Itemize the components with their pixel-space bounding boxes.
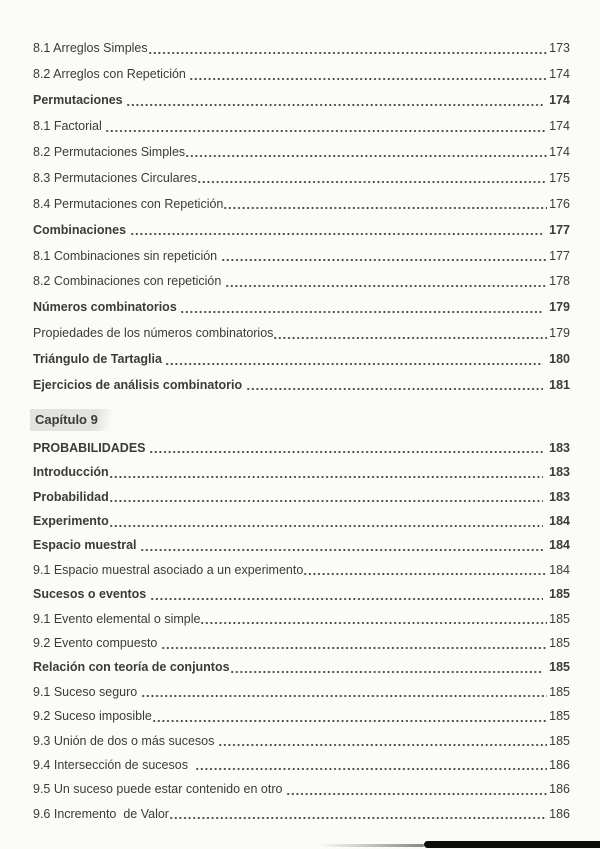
toc-entry-page: 183 <box>549 489 570 504</box>
toc-entry-label: Introducción <box>33 465 109 480</box>
toc-dot-leader <box>274 336 547 340</box>
toc-entry-label: 9.5 Un suceso puede estar contenido en otro <box>33 782 286 797</box>
toc-dot-leader <box>201 621 547 625</box>
toc-dot-leader <box>110 499 543 503</box>
toc-dot-leader <box>219 743 547 747</box>
toc-entry-label: 9.2 Suceso imposible <box>33 709 152 724</box>
toc-entry <box>33 657 570 681</box>
toc-dot-leader <box>153 719 547 723</box>
toc-entry-page: 174 <box>549 67 570 82</box>
toc-entry-label: 9.1 Suceso seguro <box>33 684 141 699</box>
toc-entry-label: 8.1 Combinaciones sin repetición <box>33 248 221 263</box>
toc-entry-label: 8.1 Arreglos Simples <box>33 41 148 56</box>
toc-dot-leader <box>181 310 543 314</box>
toc-entry <box>33 88 570 114</box>
toc-entry <box>33 165 570 191</box>
toc-entry-label: 9.4 Intersección de sucesos <box>33 757 195 772</box>
toc-dot-leader <box>151 597 543 601</box>
toc-dot-leader <box>231 670 544 674</box>
toc-entry <box>33 778 570 802</box>
toc-entry <box>33 191 570 217</box>
toc-entry-page: 185 <box>549 684 570 699</box>
toc-entry-page: 178 <box>549 274 570 289</box>
toc-entry <box>33 559 570 583</box>
toc-dot-leader <box>150 450 543 454</box>
toc-entry-page: 184 <box>549 538 570 553</box>
toc-entry-page: 180 <box>549 352 570 367</box>
toc-entry <box>33 535 570 559</box>
scan-artifact-bar <box>424 841 600 848</box>
toc-entry-label: 9.2 Evento compuesto <box>33 636 161 651</box>
toc-list-chapter8 <box>33 36 570 398</box>
toc-entry-label: Números combinatorios <box>33 300 181 315</box>
toc-list-chapter9 <box>33 437 570 827</box>
toc-entry-label: Sucesos o eventos <box>33 587 150 602</box>
toc-dot-leader <box>106 129 547 133</box>
toc-entry-label: Propiedades de los números combinatorios <box>33 326 274 341</box>
toc-entry <box>33 243 570 269</box>
toc-dot-leader <box>304 572 547 576</box>
toc-entry-page: 185 <box>549 660 570 675</box>
toc-dot-leader <box>247 387 544 391</box>
toc-dot-leader <box>149 51 548 55</box>
toc-entry-page: 185 <box>549 709 570 724</box>
toc-dot-leader <box>170 816 547 820</box>
toc-entry <box>33 269 570 295</box>
toc-dot-leader <box>141 548 543 552</box>
toc-entry-label: 9.3 Unión de dos o más sucesos <box>33 733 218 748</box>
toc-dot-leader <box>127 103 543 107</box>
toc-entry-label: Espacio muestral <box>33 538 140 553</box>
toc-entry-label: Combinaciones <box>33 222 130 237</box>
toc-entry-label: Relación con teoría de conjuntos <box>33 660 230 675</box>
toc-entry-label: 9.1 Evento elemental o simple <box>33 611 201 626</box>
toc-entry <box>33 632 570 656</box>
toc-entry <box>33 583 570 607</box>
toc-dot-leader <box>186 154 547 158</box>
toc-entry-page: 177 <box>549 248 570 263</box>
toc-entry-page: 185 <box>549 587 570 602</box>
toc-dot-leader <box>198 180 547 184</box>
toc-entry-label: PROBABILIDADES <box>33 440 149 455</box>
toc-entry-page: 173 <box>549 41 570 56</box>
toc-entry-label: Permutaciones <box>33 93 127 108</box>
toc-dot-leader <box>110 475 543 479</box>
toc-entry-label: 8.3 Permutaciones Circulares <box>33 170 197 185</box>
toc-entry-label: 8.2 Arreglos con Repetición <box>33 67 190 82</box>
toc-entry-page: 185 <box>549 611 570 626</box>
toc-entry-label: 8.2 Permutaciones Simples <box>33 144 186 159</box>
toc-entry-page: 174 <box>549 144 570 159</box>
toc-entry-label: 9.1 Espacio muestral asociado a un experimento <box>33 562 304 577</box>
toc-entry-label: Ejercicios de análisis combinatorio <box>33 377 246 392</box>
toc-entry-page: 186 <box>549 806 570 821</box>
toc-entry <box>33 114 570 140</box>
toc-entry <box>33 321 570 347</box>
toc-entry-page: 176 <box>549 196 570 211</box>
toc-dot-leader <box>226 284 547 288</box>
toc-entry-page: 183 <box>549 465 570 480</box>
toc-entry <box>33 486 570 510</box>
toc-entry-label: 8.2 Combinaciones con repetición <box>33 274 225 289</box>
toc-entry <box>33 217 570 243</box>
toc-entry <box>33 373 570 399</box>
toc-entry-label: 8.1 Factorial <box>33 119 106 134</box>
toc-entry <box>33 803 570 827</box>
toc-entry-page: 174 <box>549 119 570 134</box>
toc-dot-leader <box>142 694 547 698</box>
toc-entry-page: 184 <box>549 562 570 577</box>
toc-dot-leader <box>166 362 543 366</box>
toc-entry-page: 177 <box>549 222 570 237</box>
toc-entry <box>33 608 570 632</box>
toc-dot-leader <box>162 646 547 650</box>
toc-entry-page: 186 <box>549 757 570 772</box>
scan-artifact-shadow <box>319 844 424 847</box>
toc-entry <box>33 461 570 485</box>
toc-entry <box>33 62 570 88</box>
toc-dot-leader <box>110 524 543 528</box>
toc-entry-label: Triángulo de Tartaglia <box>33 352 166 367</box>
toc-entry-page: 175 <box>549 170 570 185</box>
toc-entry-label: Experimento <box>33 514 109 529</box>
toc-entry <box>33 510 570 534</box>
toc-entry-page: 174 <box>549 93 570 108</box>
toc-entry-label: Probabilidad <box>33 489 109 504</box>
toc-entry-page: 179 <box>549 300 570 315</box>
toc-entry-page: 186 <box>549 782 570 797</box>
toc-dot-leader <box>287 792 547 796</box>
toc-entry <box>33 730 570 754</box>
toc-entry-page: 181 <box>549 377 570 392</box>
toc-entry <box>33 681 570 705</box>
toc-entry <box>33 705 570 729</box>
toc-entry-page: 179 <box>549 326 570 341</box>
toc-entry <box>33 295 570 321</box>
toc-dot-leader <box>196 767 547 771</box>
toc-dot-leader <box>131 232 544 236</box>
toc-entry-page: 185 <box>549 733 570 748</box>
toc-entry-page: 185 <box>549 636 570 651</box>
chapter-heading-label: Capítulo 9 <box>30 409 114 431</box>
toc-entry <box>33 140 570 166</box>
toc-entry <box>33 437 570 461</box>
toc-entry-page: 184 <box>549 514 570 529</box>
toc-entry <box>33 36 570 62</box>
toc-dot-leader <box>224 206 547 210</box>
toc-dot-leader <box>222 258 548 262</box>
toc-entry <box>33 754 570 778</box>
toc-entry-label: 8.4 Permutaciones con Repetición <box>33 196 224 211</box>
chapter-heading <box>30 409 114 431</box>
toc-entry-page: 183 <box>549 440 570 455</box>
toc-entry <box>33 347 570 373</box>
toc-dot-leader <box>190 77 547 81</box>
toc-entry-label: 9.6 Incremento de Valor <box>33 806 169 821</box>
